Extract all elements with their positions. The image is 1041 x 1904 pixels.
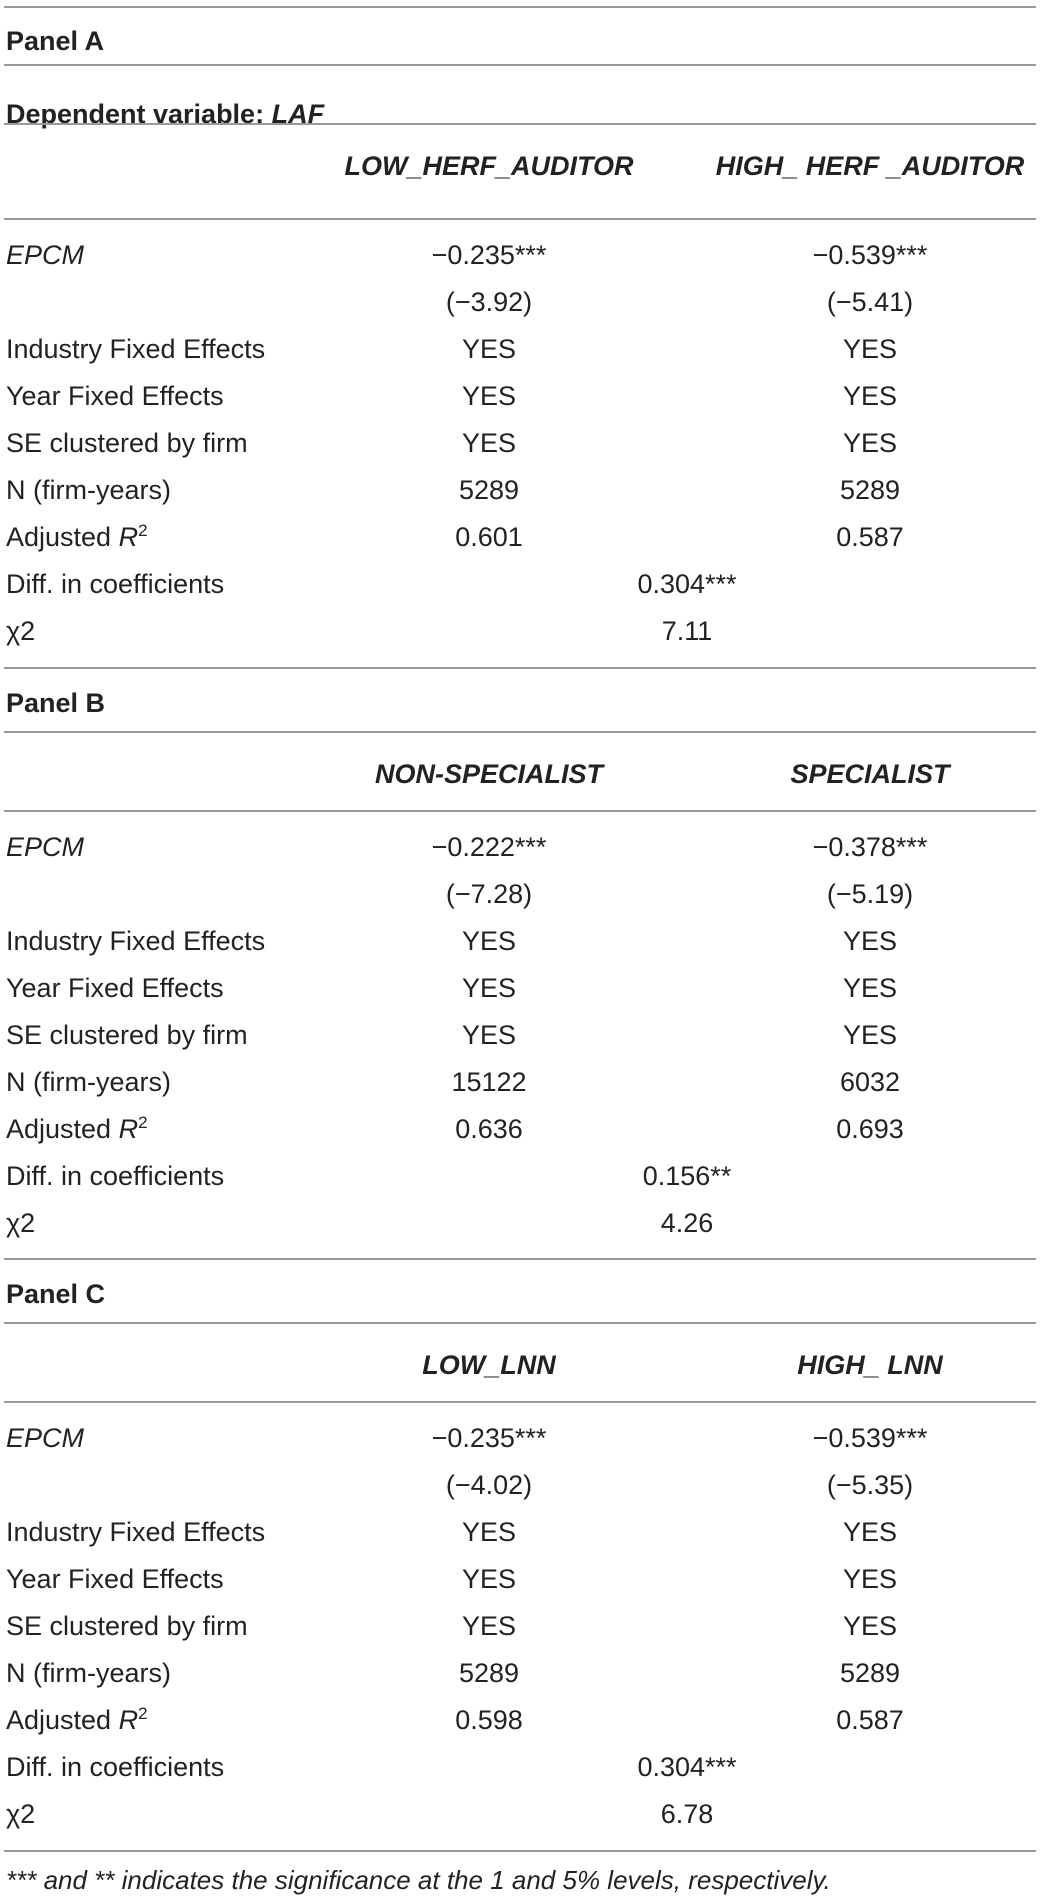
r2-symbol: R	[118, 1114, 139, 1144]
panel-b-col-low-header: NON-SPECIALIST	[374, 759, 604, 789]
row-label	[6, 513, 148, 561]
cell-chi: 6.78	[660, 1799, 714, 1829]
row-label: EPCM	[6, 832, 85, 862]
panel-a-epcm-row	[0, 231, 1041, 279]
cell-high: 0.587	[836, 1705, 904, 1735]
dependent-variable-caption	[6, 90, 324, 138]
row-label: χ2	[6, 616, 36, 646]
cell-low: (−3.92)	[445, 287, 533, 317]
cell-low: 0.601	[455, 522, 523, 552]
panel-c-col-low-header: LOW_LNN	[422, 1350, 556, 1380]
panel-a-dependent-rule	[4, 123, 1036, 125]
panel-b-chi-row	[0, 1199, 1041, 1247]
panel-b-epcm-row	[0, 823, 1041, 871]
cell-low: YES	[461, 973, 517, 1003]
panel-c-header-rule	[4, 1401, 1036, 1403]
panel-b-tstat-row	[0, 870, 1041, 918]
row-label: Year Fixed Effects	[6, 1564, 224, 1594]
cell-low: −0.235***	[431, 240, 547, 270]
cell-chi: 4.26	[660, 1208, 714, 1238]
cell-high: YES	[842, 1517, 898, 1547]
cell-chi: 7.11	[661, 616, 713, 646]
r2-superscript: 2	[138, 521, 148, 540]
panel-a-bottom-rule	[4, 667, 1036, 669]
panel-b-col-high-header: SPECIALIST	[790, 759, 950, 789]
panel-b-header-rule	[4, 810, 1036, 812]
cell-low: YES	[461, 334, 517, 364]
panel-c-chi-row	[0, 1790, 1041, 1838]
row-label: Diff. in coefficients	[6, 1752, 225, 1782]
cell-high: −0.539***	[812, 1423, 928, 1453]
panel-c-diff-row	[0, 1743, 1041, 1791]
row-label: Industry Fixed Effects	[6, 334, 266, 364]
panel-b-title-rule	[4, 731, 1036, 733]
r2-label-text: Adjusted	[6, 1114, 119, 1144]
row-label: Diff. in coefficients	[6, 1161, 225, 1191]
cell-low: 0.598	[455, 1705, 523, 1735]
cell-low: YES	[461, 926, 517, 956]
panel-c-n-row	[0, 1649, 1041, 1697]
panel-b-se-row	[0, 1011, 1041, 1059]
panel-a-header-rule	[4, 218, 1036, 220]
panel-a-industry-row	[0, 325, 1041, 373]
panel-b-header-row	[0, 750, 1041, 798]
cell-low: YES	[461, 1517, 517, 1547]
cell-high: (−5.35)	[826, 1470, 914, 1500]
panel-c-tstat-row	[0, 1461, 1041, 1509]
cell-high: YES	[842, 381, 898, 411]
r2-superscript: 2	[138, 1704, 148, 1723]
row-label: SE clustered by firm	[6, 1611, 248, 1641]
row-label: EPCM	[6, 240, 85, 270]
panel-a-title: Panel A	[6, 26, 105, 56]
cell-diff: 0.304***	[637, 1752, 737, 1782]
cell-high: YES	[842, 1611, 898, 1641]
cell-low: −0.222***	[431, 832, 547, 862]
row-label: χ2	[6, 1208, 36, 1238]
cell-low: (−7.28)	[445, 879, 533, 909]
cell-high: −0.378***	[812, 832, 928, 862]
panel-b-title-row	[0, 679, 1041, 727]
panel-c-title-rule	[4, 1322, 1036, 1324]
cell-low: YES	[461, 428, 517, 458]
cell-low: −0.235***	[431, 1423, 547, 1453]
row-label: EPCM	[6, 1423, 85, 1453]
panel-b-year-row	[0, 964, 1041, 1012]
cell-low: 5289	[458, 475, 520, 505]
table-bottom-rule	[4, 1850, 1036, 1852]
panel-c-header-row	[0, 1341, 1041, 1389]
row-label: Industry Fixed Effects	[6, 926, 266, 956]
panel-b-bottom-rule	[4, 1258, 1036, 1260]
panel-a-diff-row	[0, 560, 1041, 608]
panel-c-title: Panel C	[6, 1279, 106, 1309]
r2-symbol: R	[118, 1705, 139, 1735]
significance-footnote: *** and ** indicates the significance at the 1 and 5% levels, respectively.	[6, 1865, 831, 1895]
r2-label-text: Adjusted	[6, 1705, 119, 1735]
cell-diff: 0.304***	[637, 569, 737, 599]
panel-a-se-row	[0, 419, 1041, 467]
panel-c-industry-row	[0, 1508, 1041, 1556]
cell-high: YES	[842, 926, 898, 956]
panel-a-r2-row	[0, 513, 1041, 561]
row-label: SE clustered by firm	[6, 1020, 248, 1050]
row-label: Year Fixed Effects	[6, 381, 224, 411]
cell-low: 15122	[451, 1067, 527, 1097]
cell-high: 0.587	[836, 522, 904, 552]
cell-high: −0.539***	[812, 240, 928, 270]
panel-a-tstat-row	[0, 278, 1041, 326]
row-label: N (firm-years)	[6, 1658, 171, 1688]
row-label: Industry Fixed Effects	[6, 1517, 266, 1547]
row-label: SE clustered by firm	[6, 428, 248, 458]
panel-c-r2-row	[0, 1696, 1041, 1744]
cell-high: 5289	[839, 475, 901, 505]
panel-a-title-rule	[4, 64, 1036, 66]
table-top-rule	[4, 6, 1036, 8]
cell-high: 6032	[839, 1067, 901, 1097]
cell-high: 0.693	[836, 1114, 904, 1144]
panel-b-title: Panel B	[6, 688, 106, 718]
cell-high: (−5.19)	[826, 879, 914, 909]
panel-a-year-row	[0, 372, 1041, 420]
panel-a-title-row	[0, 17, 1041, 65]
cell-low: (−4.02)	[445, 1470, 533, 1500]
row-label: χ2	[6, 1799, 36, 1829]
cell-high: YES	[842, 334, 898, 364]
panel-a-chi-row	[0, 607, 1041, 655]
footnote-row	[0, 1856, 1041, 1904]
cell-low: YES	[461, 381, 517, 411]
dependent-variable-label: Dependent variable:	[6, 99, 272, 129]
cell-low: 5289	[458, 1658, 520, 1688]
row-label: Diff. in coefficients	[6, 569, 225, 599]
cell-low: YES	[461, 1564, 517, 1594]
row-label: N (firm-years)	[6, 1067, 171, 1097]
cell-high: YES	[842, 973, 898, 1003]
panel-a-header-row	[0, 142, 1041, 190]
panel-b-diff-row	[0, 1152, 1041, 1200]
r2-superscript: 2	[138, 1113, 148, 1132]
row-label: N (firm-years)	[6, 475, 171, 505]
cell-low: YES	[461, 1611, 517, 1641]
cell-high: YES	[842, 428, 898, 458]
cell-high: (−5.41)	[826, 287, 914, 317]
panel-b-n-row	[0, 1058, 1041, 1106]
panel-c-epcm-row	[0, 1414, 1041, 1462]
panel-c-year-row	[0, 1555, 1041, 1603]
panel-c-col-high-header: HIGH_ LNN	[797, 1350, 943, 1380]
row-label	[6, 1696, 148, 1744]
cell-low: 0.636	[455, 1114, 523, 1144]
row-label	[6, 1105, 148, 1153]
cell-diff: 0.156**	[642, 1161, 732, 1191]
r2-label-text: Adjusted	[6, 522, 119, 552]
cell-low: YES	[461, 1020, 517, 1050]
panel-a-n-row	[0, 466, 1041, 514]
cell-high: 5289	[839, 1658, 901, 1688]
panel-b-r2-row	[0, 1105, 1041, 1153]
cell-high: YES	[842, 1564, 898, 1594]
dependent-variable-row	[0, 90, 1041, 138]
panel-a-col-low-header: LOW_HERF_AUDITOR	[344, 151, 634, 181]
dependent-variable-name: LAF	[271, 99, 325, 129]
panel-b-industry-row	[0, 917, 1041, 965]
panel-a-col-high-header: HIGH_ HERF _AUDITOR	[715, 151, 1025, 181]
panel-c-se-row	[0, 1602, 1041, 1650]
panel-c-title-row	[0, 1270, 1041, 1318]
r2-symbol: R	[118, 522, 139, 552]
cell-high: YES	[842, 1020, 898, 1050]
row-label: Year Fixed Effects	[6, 973, 224, 1003]
